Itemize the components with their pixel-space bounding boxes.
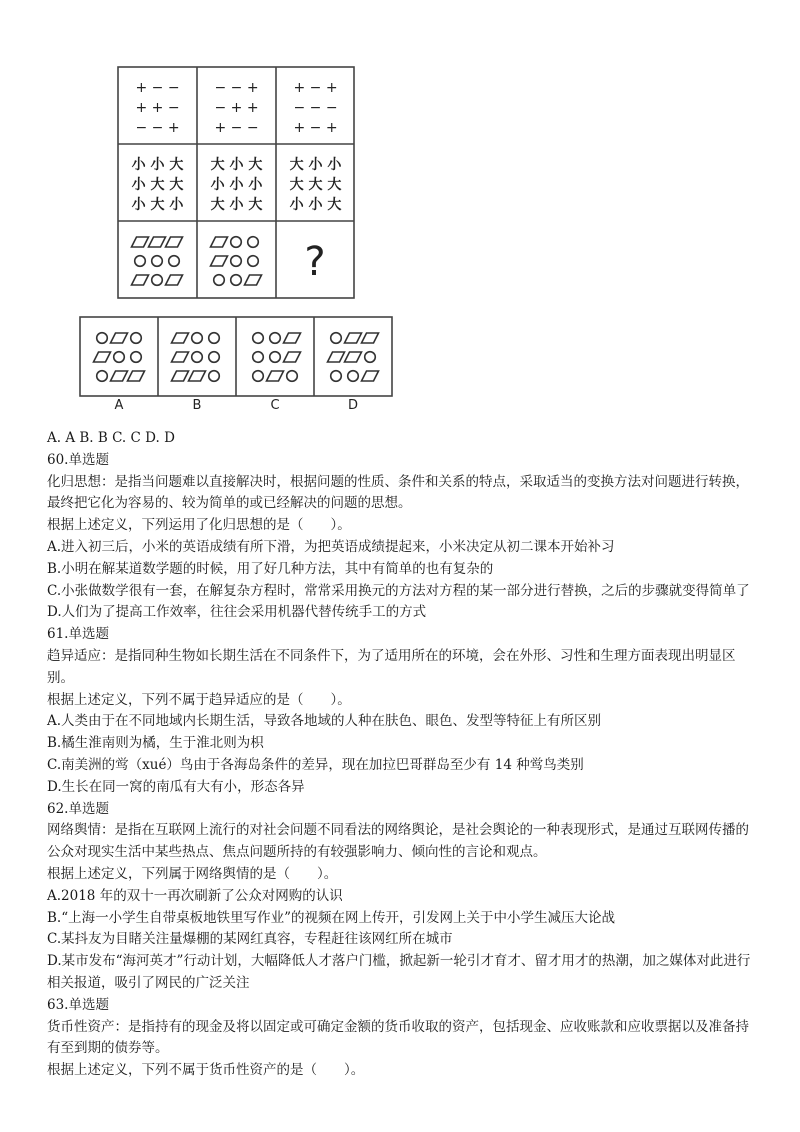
question-text [47, 428, 753, 1082]
parallelogram-shape [111, 333, 128, 343]
grid-cell-line: 小 小 大 [289, 197, 342, 213]
circle-shape [331, 371, 342, 382]
circle-shape [209, 333, 220, 344]
grid-cell-line: 大 小 大 [210, 157, 263, 173]
circle-shape [231, 256, 242, 267]
grid-cell-line: 小 大 小 [131, 197, 184, 213]
circle-shape [131, 352, 142, 363]
grid-cell-line: + − − [135, 80, 180, 96]
q63-prompt: 根据上述定义，下列不属于货币性资产的是（ ）。 [47, 1062, 365, 1079]
parallelogram-shape [94, 352, 111, 362]
q61-option-d: D.生长在同一窝的南瓜有大有小，形态各异 [47, 778, 305, 795]
circle-shape [97, 371, 108, 382]
parallelogram-shape [128, 371, 145, 381]
parallelogram-shape [284, 352, 301, 362]
circle-shape [365, 352, 376, 363]
q61-option-c: C.南美洲的鸴（xué）鸟由于各海岛条件的差异，现在加拉巴哥群岛至少有 14 种鸴鸟类别 [47, 756, 584, 773]
grid-cell-line: − − + [214, 80, 259, 96]
q62-option-b: B.“上海一小学生自带桌板地铁里写作业”的视频在网上传开，引发网上关于中小学生减压大论战 [47, 909, 616, 926]
circle-shape [248, 256, 259, 267]
parallelogram-shape [345, 352, 362, 362]
answer-grid [80, 317, 392, 396]
circle-shape [131, 333, 142, 344]
q61-prompt: 根据上述定义，下列不属于趋异适应的是（ ）。 [47, 691, 351, 708]
parallelogram-shape [245, 275, 262, 285]
parallelogram-shape [172, 352, 189, 362]
circle-shape [114, 352, 125, 363]
parallelogram-shape [172, 371, 189, 381]
grid-cell-line: 小 小 小 [210, 177, 263, 193]
circle-shape [135, 256, 146, 267]
parallelogram-shape [172, 333, 189, 343]
q63-definition: 货币性资产：是指持有的现金及将以固定或可确定金额的货币收取的资产，包括现金、应收账款和应收票据以及准备持有至到期的债券等。 [47, 1018, 749, 1057]
parallelogram-shape [149, 237, 166, 247]
q59-options: A. A B. B C. C D. D [47, 430, 175, 446]
grid-cell-line: 大 小 小 [289, 157, 342, 173]
circle-shape [152, 275, 163, 286]
grid-row-plus-minus [135, 80, 337, 136]
circle-shape [192, 352, 203, 363]
q62-option-d: D.某市发布“海河英才”行动计划，大幅降低人才落户门槛，掀起新一轮引才育才、留才用才的热潮，加之媒体对此进行相关报道，吸引了网民的广泛关注 [47, 953, 751, 991]
answer-label-d: D [347, 398, 358, 413]
q60-option-a: A.进入初三后，小米的英语成绩有所下滑，为把英语成绩提起来，小米决定从初二课本开始补习 [47, 538, 615, 555]
circle-shape [209, 371, 220, 382]
parallelogram-shape [132, 275, 149, 285]
q60-option-b: B.小明在解某道数学题的时候，用了好几种方法，其中有简单的也有复杂的 [47, 560, 494, 577]
parallelogram-shape [166, 275, 183, 285]
q61-header: 61.单选题 [47, 626, 109, 643]
circle-shape [192, 333, 203, 344]
question-mark: ? [304, 239, 326, 285]
q62-header: 62.单选题 [47, 800, 109, 817]
circle-shape [253, 352, 264, 363]
puzzle-figure [0, 0, 800, 430]
parallelogram-shape [211, 256, 228, 266]
q60-definition: 化归思想：是指当问题难以直接解决时，根据问题的性质、条件和关系的特点，采取适当的变换方法对问题进行转换，最终把它化为容易的、较为简单的或已经解决的问题的思想。 [47, 473, 749, 512]
grid-cell-line: − − + [135, 120, 180, 136]
q62-prompt: 根据上述定义，下列属于网络舆情的是（ ）。 [47, 865, 338, 882]
circle-shape [253, 333, 264, 344]
parallelogram-shape [362, 371, 379, 381]
parallelogram-shape [166, 237, 183, 247]
circle-shape [97, 333, 108, 344]
q60-option-c: C.小张做数学很有一套，在解复杂方程时，常常采用换元的方法对方程的某一部分进行替换，之后的步骤就变得简单了 [47, 582, 750, 599]
grid-cell-line: + − + [293, 80, 338, 96]
circle-shape [270, 352, 281, 363]
answer-label-a: A [114, 398, 124, 413]
parallelogram-shape [211, 237, 228, 247]
circle-shape [331, 333, 342, 344]
grid-cell-line: 大 小 大 [210, 197, 263, 213]
answer-label-b: B [192, 398, 202, 413]
circle-shape [231, 275, 242, 286]
grid-cell-line: + − + [293, 120, 338, 136]
grid-cell-line: 小 大 大 [131, 177, 184, 193]
circle-shape [348, 371, 359, 382]
parallelogram-shape [328, 352, 345, 362]
q62-option-c: C.某抖友为目睹关注量爆棚的某网红真容，专程赶往该网红所在城市 [47, 931, 453, 948]
parallelogram-shape [284, 333, 301, 343]
puzzle-svg [0, 0, 800, 430]
parallelogram-shape [362, 333, 379, 343]
grid-cell-line: − − − [293, 100, 338, 116]
grid-row-characters [132, 156, 343, 213]
grid-cell-line: + + − [135, 100, 180, 116]
grid-cell-line: 大 大 大 [289, 177, 342, 193]
q62-definition: 网络舆情：是指在互联网上流行的对社会问题不同看法的网络舆论，是社会舆论的一种表现形式，是通过互联网传播的公众对现实生活中某些热点、焦点问题所持的有较强影响力、倾向性的言论和观点。 [47, 822, 749, 861]
q61-option-b: B.橘生淮南则为橘，生于淮北则为枳 [47, 735, 264, 752]
parallelogram-shape [345, 333, 362, 343]
circle-shape [253, 371, 264, 382]
parallelogram-shape [267, 371, 284, 381]
circle-shape [270, 333, 281, 344]
parallelogram-shape [189, 371, 206, 381]
circle-shape [231, 237, 242, 248]
q62-option-a: A.2018 年的双十一再次刷新了公众对网购的认识 [47, 887, 343, 904]
circle-shape [214, 275, 225, 286]
circle-shape [152, 256, 163, 267]
parallelogram-shape [111, 371, 128, 381]
q60-option-d: D.人们为了提高工作效率，往往会采用机器代替传统手工的方式 [47, 604, 427, 621]
circle-shape [169, 256, 180, 267]
answer-label-c: C [270, 398, 280, 413]
q60-prompt: 根据上述定义，下列运用了化归思想的是（ ）。 [47, 517, 351, 534]
q61-definition: 趋异适应：是指同种生物如长期生活在不同条件下，为了适用所在的环境，会在外形、习性和生理方面表现出明显区别。 [47, 647, 736, 686]
q60-header: 60.单选题 [47, 451, 109, 468]
circle-shape [287, 371, 298, 382]
circle-shape [248, 237, 259, 248]
q61-option-a: A.人类由于在不同地域内长期生活，导致各地域的人种在肤色、眼色、发型等特征上有所区别 [47, 713, 602, 730]
parallelogram-shape [132, 237, 149, 247]
grid-cell-line: 小 小 大 [131, 157, 184, 173]
grid-cell-line: + − − [214, 120, 259, 136]
q63-header: 63.单选题 [47, 996, 109, 1013]
grid-cell-line: − + + [214, 100, 259, 116]
circle-shape [209, 352, 220, 363]
